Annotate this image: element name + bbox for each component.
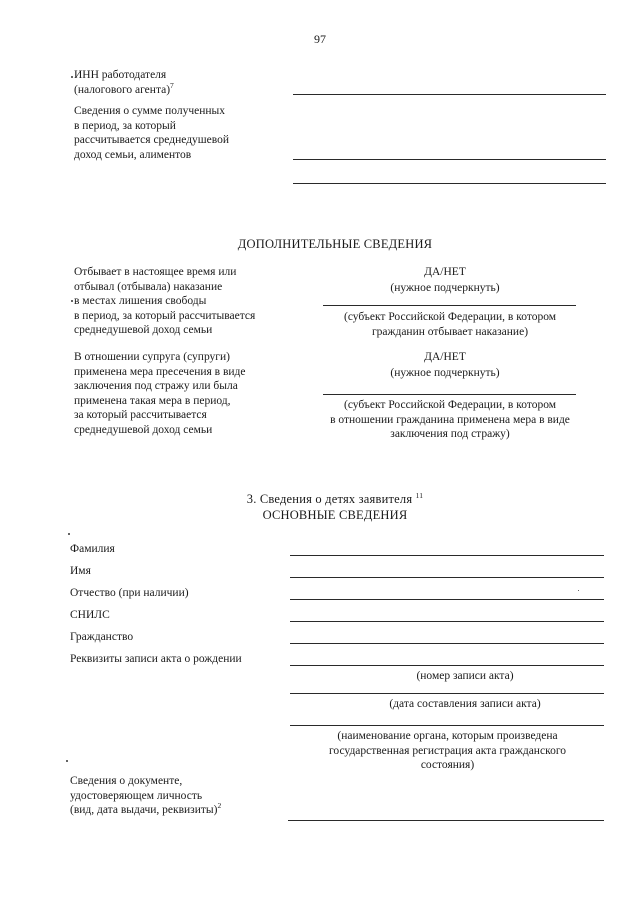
scan-speck [578,590,579,591]
patronymic-input-line[interactable] [290,599,604,600]
additional-info-heading: ДОПОЛНИТЕЛЬНЫЕ СВЕДЕНИЯ [237,237,433,251]
imprisonment-underline-hint: (нужное подчеркнуть) [390,282,500,294]
birth-record-authority-hint: (наименование органа, которым произведена государственная регистрация акта гражданского состояния) [329,730,566,771]
alimony-income-label: Сведения о сумме полученных в период, за который рассчитывается среднедушевой доход семьи, алиментов [74,105,230,161]
basic-info-heading: ОСНОВНЫЕ СВЕДЕНИЯ [262,508,408,522]
custody-question: В отношении супруга (супруги) применена мера пресечения в виде заключения под стражу или была применена такая мера в период, за который рассчитывается среднедушевой доход семьи [74,351,246,436]
birth-record-number-hint: (номер записи акта) [416,670,514,682]
identity-doc-label-text: Сведения о документе, удостоверяющем личность (вид, дата выдачи, реквизиты) [70,775,218,816]
page-number: 97 [314,32,326,46]
inn-label [74,68,174,97]
children-section-title [170,492,500,507]
children-section-footnote: 11 [415,490,424,500]
scan-speck [66,760,68,762]
name-input-line[interactable] [290,577,604,578]
inn-label-line2: (налогового агента) [74,83,171,96]
surname-input-line[interactable] [290,555,604,556]
imprisonment-yes-no[interactable]: ДА/НЕТ [424,266,466,278]
inn-input-line[interactable] [293,94,606,95]
scan-speck [68,533,70,535]
imprisonment-region-hint: (субъект Российской Федерации, в котором гражданин отбывает наказание) [343,311,557,338]
birth-record-date-hint: (дата составления записи акта) [389,698,541,710]
citizenship-label: Гражданство [70,631,134,643]
imprisonment-question: Отбывает в настоящее время или отбывал (отбывала) наказание в местах лишения свободы в период, за который рассчитывается среднедушевой доход семьи [74,266,256,336]
birth-record-number-line[interactable] [290,665,604,666]
identity-doc-footnote: 2 [217,801,222,811]
alimony-income-line-1[interactable] [293,159,606,160]
custody-underline-hint: (нужное подчеркнуть) [390,367,500,379]
patronymic-label: Отчество (при наличии) [70,587,189,599]
custody-region-line[interactable] [323,394,576,395]
alimony-income-line-2[interactable] [293,183,606,184]
inn-label-line1: ИНН работодателя [74,69,167,81]
scan-speck [71,76,73,78]
inn-footnote-mark: 7 [170,80,174,90]
children-section-title-text: 3. Сведения о детях заявителя [246,492,413,506]
custody-yes-no[interactable]: ДА/НЕТ [424,351,466,363]
identity-doc-label [70,774,280,818]
birth-record-label: Реквизиты записи акта о рождении [70,653,242,665]
citizenship-input-line[interactable] [290,643,604,644]
identity-doc-input-line[interactable] [288,820,604,821]
surname-label: Фамилия [70,543,115,555]
snils-input-line[interactable] [290,621,604,622]
name-label: Имя [70,565,91,577]
birth-record-date-line[interactable] [290,693,604,694]
custody-region-hint: (субъект Российской Федерации, в котором в отношении гражданина применена мера в виде заключения под стражу) [330,399,570,440]
scan-speck [71,300,73,302]
imprisonment-region-line[interactable] [323,305,576,306]
snils-label: СНИЛС [70,609,110,621]
birth-record-authority-line[interactable] [290,725,604,726]
